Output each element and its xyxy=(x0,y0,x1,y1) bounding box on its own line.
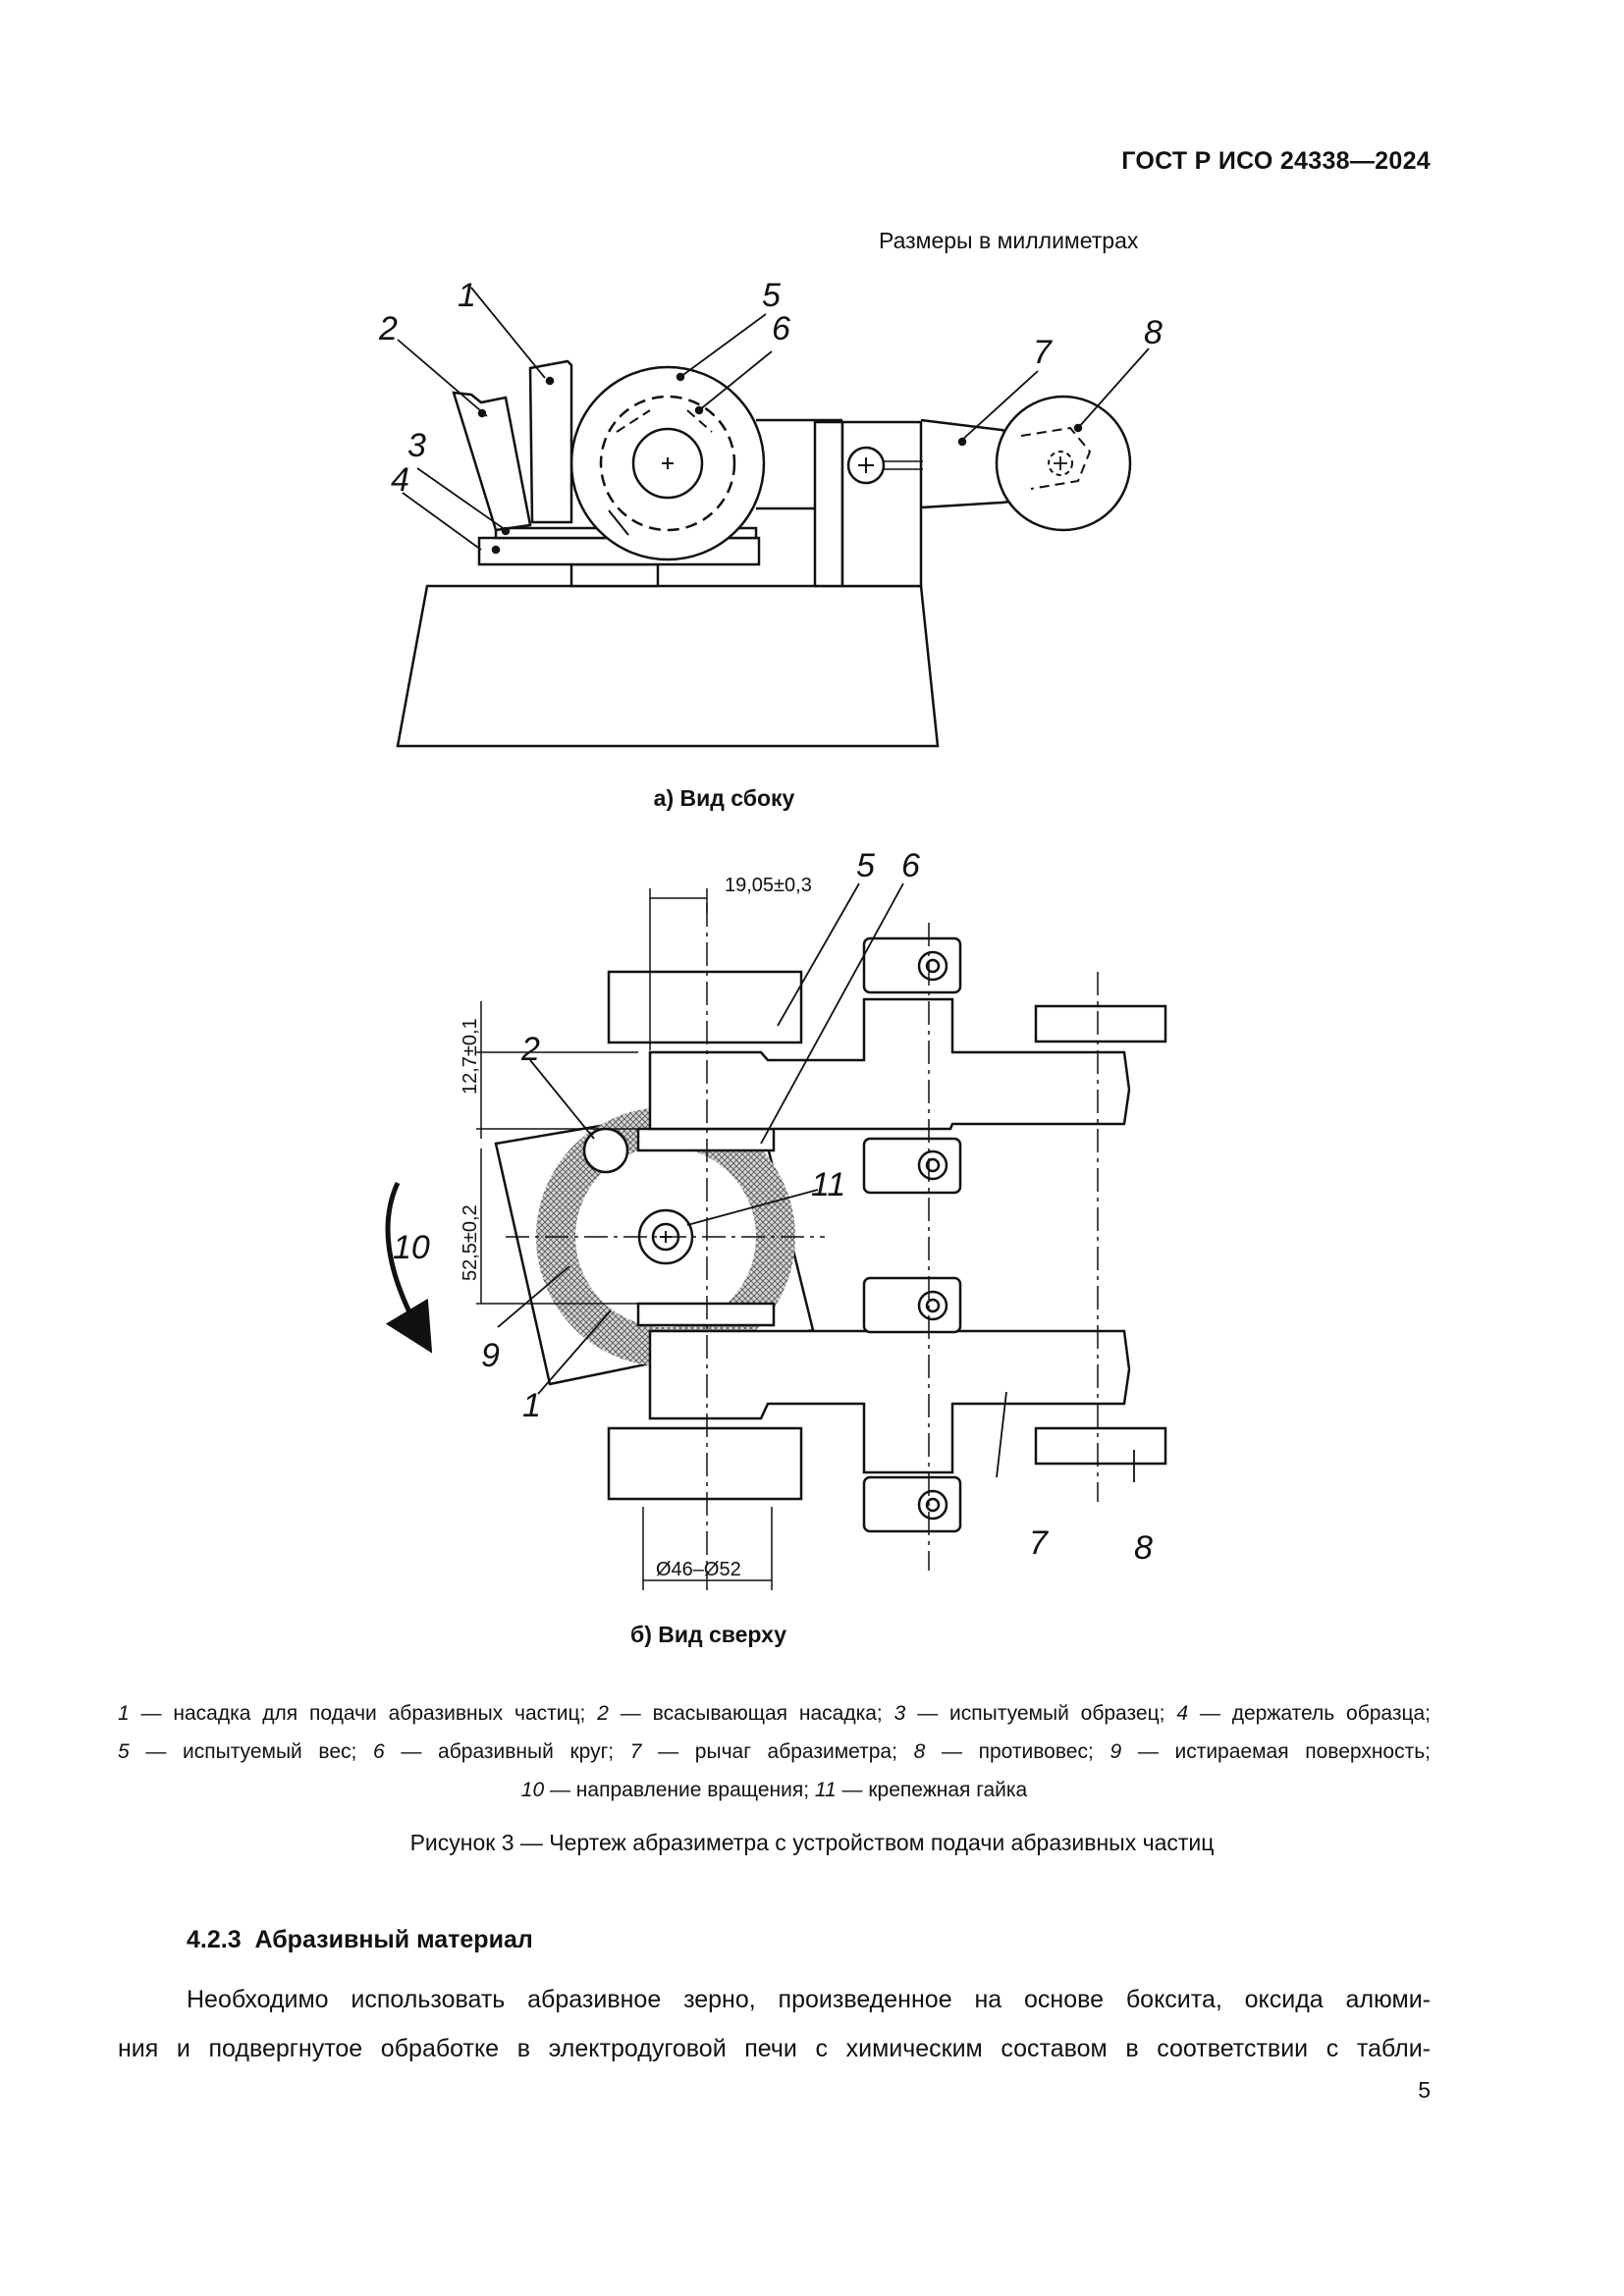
side-label-6: 6 xyxy=(772,310,790,347)
machine-base xyxy=(398,586,938,746)
top-wheel-upper xyxy=(638,1129,774,1150)
top-label-6: 6 xyxy=(901,847,920,884)
legend-item: 6 — абразивный круг; xyxy=(373,1740,615,1763)
top-weight-lower xyxy=(609,1428,801,1499)
legend-item: 10 — направление вращения; xyxy=(520,1779,810,1801)
section-title: Абразивный материал xyxy=(254,1926,533,1953)
legend-item: 11 — крепежная гайка xyxy=(814,1779,1028,1801)
top-label-5: 5 xyxy=(856,847,875,884)
legend-item: 5 — испытуемый вес; xyxy=(118,1740,357,1763)
side-label-2: 2 xyxy=(379,310,398,347)
dim-offset-label: 19,05±0,3 xyxy=(725,875,812,896)
top-wheel-lower xyxy=(638,1304,774,1325)
paragraph-line-2: ния и подвергнутое обработке в электродуговой печи с химическим составом в соответствии с табли- xyxy=(118,2035,1431,2062)
legend-item: 2 — всасывающая насадка; xyxy=(597,1702,883,1725)
legend-item: 3 — испытуемый образец; xyxy=(893,1702,1165,1725)
suction-nozzle xyxy=(454,393,530,530)
counterweight-lower xyxy=(1036,1428,1165,1464)
top-label-1: 1 xyxy=(522,1387,541,1424)
arm-support xyxy=(815,422,842,586)
section-heading xyxy=(187,1926,533,1954)
page-number: 5 xyxy=(1418,2077,1431,2103)
top-weight-upper xyxy=(609,972,801,1042)
body-paragraph xyxy=(118,1975,1431,2073)
paragraph-line-1: Необходимо использовать абразивное зерно, произведенное на основе боксита, оксида алюми- xyxy=(187,1986,1431,2013)
legend-line-3 xyxy=(118,1771,1431,1809)
side-view-caption: а) Вид сбоку xyxy=(653,785,795,811)
dim-diameter-label: Ø46–Ø52 xyxy=(656,1559,741,1580)
figure-legend xyxy=(118,1694,1431,1809)
legend-line-1 xyxy=(118,1694,1431,1733)
side-label-4: 4 xyxy=(391,461,409,499)
legend-item: 8 — противовес; xyxy=(913,1740,1094,1763)
top-label-2: 2 xyxy=(521,1031,540,1068)
units-note: Размеры в миллиметрах xyxy=(879,228,1139,253)
top-label-8: 8 xyxy=(1134,1529,1153,1567)
side-label-1: 1 xyxy=(458,277,476,314)
counterweight-upper xyxy=(1036,1006,1165,1041)
document-header: ГОСТ Р ИСО 24338—2024 xyxy=(1121,147,1431,175)
side-label-3: 3 xyxy=(407,427,426,464)
top-label-9: 9 xyxy=(481,1337,500,1374)
side-label-5: 5 xyxy=(762,277,781,314)
turntable-hub xyxy=(571,564,658,586)
side-label-7: 7 xyxy=(1033,334,1052,371)
dim-height-label: 52,5±0,2 xyxy=(460,1204,481,1281)
section-number: 4.2.3 xyxy=(187,1926,242,1953)
top-view xyxy=(388,883,1165,1590)
top-label-11: 11 xyxy=(811,1166,846,1203)
top-view-caption: б) Вид сверху xyxy=(629,1622,787,1647)
legend-line-2 xyxy=(118,1733,1431,1771)
top-label-7: 7 xyxy=(1029,1524,1048,1562)
legend-item: 1 — насадка для подачи абразивных частиц; xyxy=(118,1702,586,1725)
legend-item: 4 — держатель образца; xyxy=(1176,1702,1432,1725)
dim-gap-label: 12,7±0,1 xyxy=(460,1018,481,1095)
figure-title: Рисунок 3 — Чертеж абразиметра с устройством подачи абразивных частиц xyxy=(409,1830,1215,1855)
feed-nozzle xyxy=(530,361,571,522)
arm-block xyxy=(842,422,921,586)
legend-item: 9 — истираемая поверхность; xyxy=(1110,1740,1432,1763)
top-label-10: 10 xyxy=(393,1229,430,1266)
legend-item: 7 — рычаг абразиметра; xyxy=(629,1740,897,1763)
side-label-8: 8 xyxy=(1144,314,1163,351)
